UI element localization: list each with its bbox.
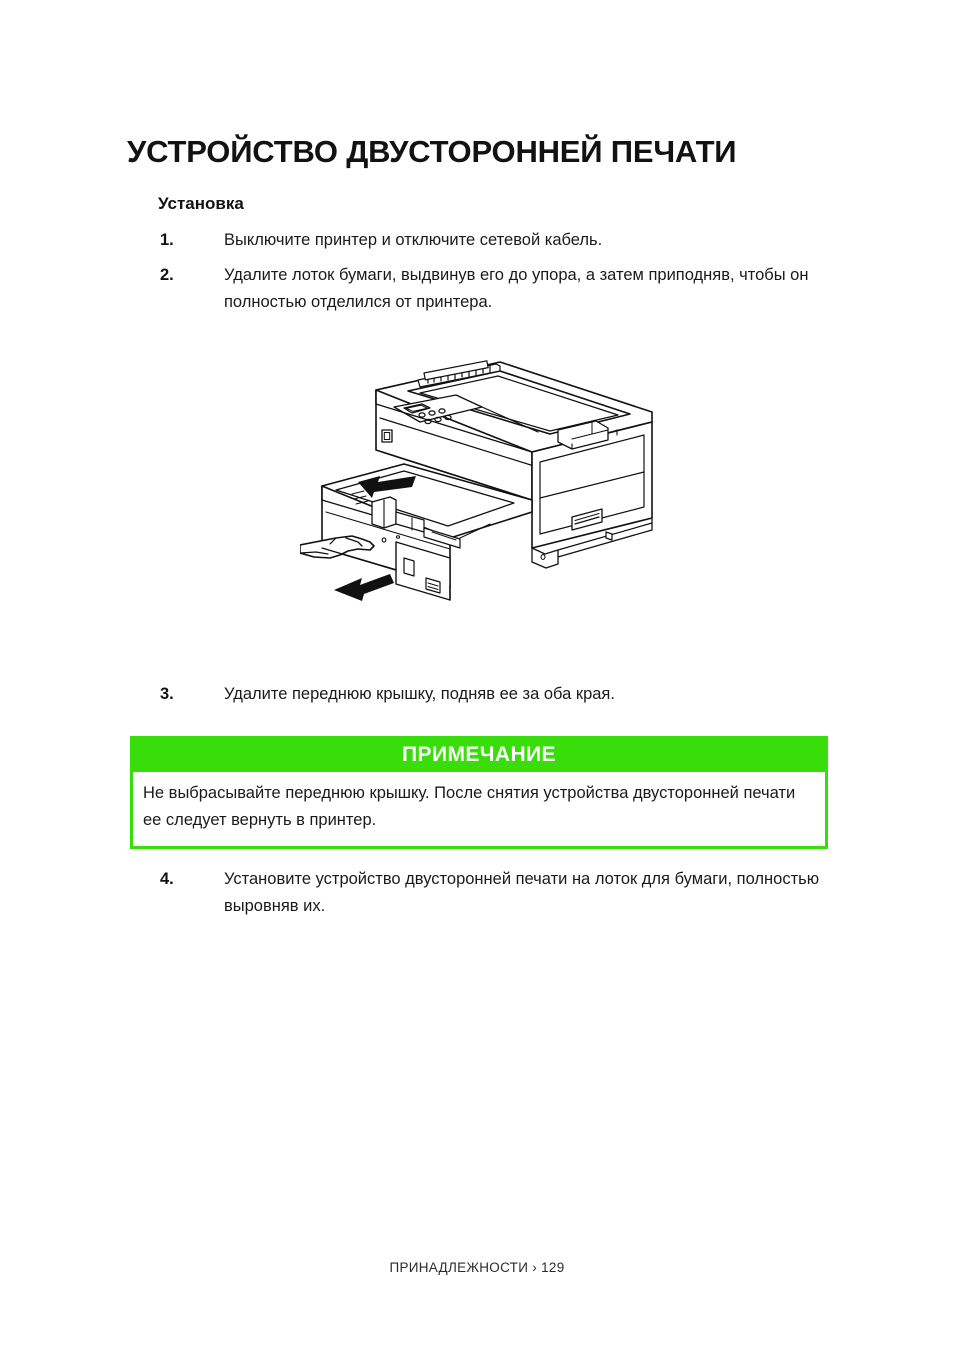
step-item-4 [160, 866, 834, 920]
page-title: УСТРОЙСТВО ДВУСТОРОННЕЙ ПЕЧАТИ [127, 133, 737, 169]
step-text-1: Выключите принтер и отключите сетевой кабель. [224, 231, 603, 249]
note-body-text: Не выбрасывайте переднюю крышку. После снятия устройства двусторонней печати ее следует вернуть в принтер. [143, 784, 796, 829]
step-item-2 [160, 262, 834, 316]
section-subheading: Установка [158, 194, 244, 214]
step-text-4: Установите устройство двусторонней печати на лоток для бумаги, полностью выровняв их. [224, 870, 820, 915]
note-callout [130, 736, 828, 849]
step-text-2: Удалите лоток бумаги, выдвинув его до упора, а затем приподняв, чтобы он полностью отделился от принтера. [224, 266, 809, 311]
step-item-3 [160, 681, 615, 708]
step-number-3: 3. [160, 685, 174, 703]
note-header-label: ПРИМЕЧАНИЕ [133, 739, 825, 772]
step-number-4: 4. [160, 870, 174, 888]
page-footer: ПРИНАДЛЕЖНОСТИ › 129 [389, 1260, 565, 1275]
step-number-2: 2. [160, 266, 174, 284]
step-text-3: Удалите переднюю крышку, подняв ее за оба края. [224, 685, 615, 703]
step-number-1: 1. [160, 231, 174, 249]
printer-tray-illustration [300, 352, 680, 642]
step-item-1 [160, 227, 602, 254]
